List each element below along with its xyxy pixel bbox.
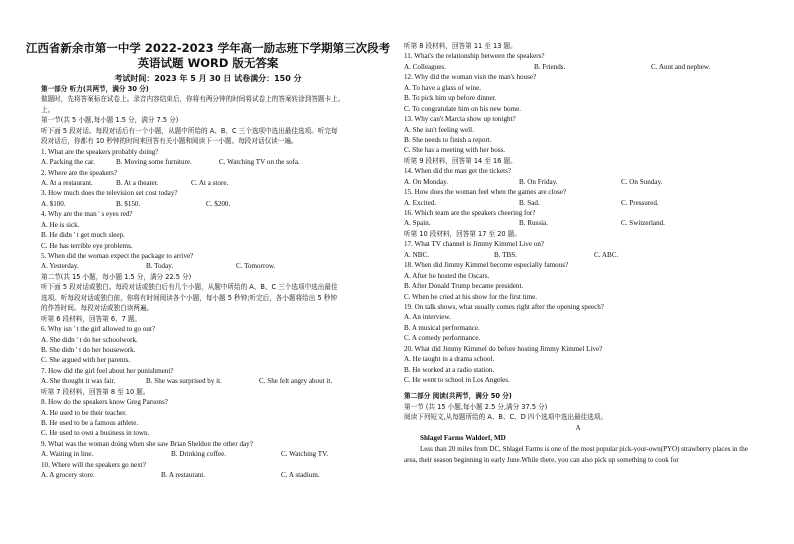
option-b: B. A musical performance. [404,323,480,332]
option-c: C. When he cried at his show for the first time. [404,292,538,301]
question: 1. What are the speakers probably doing? [41,147,159,156]
right-column [404,41,752,466]
option-b: B. Moving some furniture. [116,158,192,167]
section1-heading: 第一节(共 5 小题,每小题 1.5 分，满分 7.5 分) [41,116,179,125]
option-c: C. A comedy performance. [404,334,481,343]
option-a: A. To have a glass of wine. [404,83,481,92]
exam-info: 考试时间：2023 年 5 月 30 日 试卷满分：150 分 [114,74,302,83]
options-row [41,449,396,459]
option-c: C. At a store. [191,178,229,187]
options-row [404,218,752,228]
question: 10. Where will the speakers go next? [41,460,146,469]
option-a: A. $100. [41,199,66,208]
instruction-text: 的作答时间。每段对话或独白读两遍。 [41,304,154,313]
instruction-text: 做题时，先将答案标在试卷上。录音内容结束后，你将有两分钟的时间将试卷上的答案转涂到答题卡上。 [41,95,345,104]
part1-heading: 第一部分 听力(共两节，满分 30 分) [41,85,149,93]
options-row [41,261,396,271]
question: 14. When did the man get the tickets? [404,167,512,176]
option-a: A. She thought it was fair. [41,377,116,386]
question: 9. What was the woman doing when she saw Brian Sheldon the other day? [41,439,253,448]
option-a: A. On Monday. [404,177,449,186]
option-a: A. Yesterday. [41,262,79,271]
question: 16. Which team are the speakers cheering for? [404,209,536,217]
option-a: A. At a restaurant. [41,178,93,187]
option-c: C. He went to school in Los Angeles. [404,376,510,384]
option-c: C. Switzerland. [621,219,665,228]
section2-heading: 第二节(共 15 小题，每小题 1.5 分，满分 22.5 分) [41,272,192,281]
question: 6. Why isn ' t the girl allowed to go out? [41,325,156,334]
option-c: C. On Sunday. [621,177,663,186]
option-b: B. $150. [116,199,141,208]
options-row [404,198,752,208]
option-c: C. Aunt and nephew. [651,62,711,71]
question: 15. How does the woman feel when the games are close? [404,188,567,197]
question: 19. On talk shows, what usually comes right after the opening speech? [404,302,604,311]
question: 3. How much does the television set cost today? [41,189,178,198]
question: 4. Why are the man ' s eyes red? [41,210,133,219]
passage-text: Less than 20 miles from DC, Shlagel Farms is one of the most popular pick-your-own(PYO) strawberry places in the area, their season beginning in early June.While there, you can also pick up something to cook for [404,444,748,464]
option-c: C. To congratulate him on his new home. [404,104,521,113]
option-a: A. He is sick. [41,220,80,229]
options-row [41,376,396,386]
options-row [41,178,396,188]
option-b: B. He worked at a radio station. [404,365,495,374]
option-c: C. He has terrible eye problems. [41,241,133,250]
options-row [404,177,752,187]
option-b: B. Drinking coffee. [171,450,227,459]
option-a: A. A grocery store. [41,471,95,480]
option-a: A. Waiting in line. [41,450,94,459]
question: 11. What's the relationship between the speakers? [404,52,545,61]
option-c: C. Watching TV. [281,450,329,459]
question: 8. How do the speakers know Greg Parsons? [41,398,168,407]
option-c: C. Watching TV on the sofa. [219,158,300,167]
option-b: B. She didn ' t do her housework. [41,345,136,354]
options-row [41,470,396,480]
option-c: C. A stadium. [281,471,320,480]
option-b: B. A restaurant. [161,471,206,480]
exam-title-line2: 英语试题 WORD 版无答案 [137,56,279,70]
exam-title-line1: 江西省新余市第一中学 2022-2023 学年高一励志班下学期第三次段考 [25,41,391,55]
material-heading: 听第 9 段材料，回答第 14 至 16 题。 [404,156,517,165]
option-b: B. She was surprised by it. [146,377,222,386]
options-row [41,199,396,209]
question: 18. When did Jimmy Kimmel become especially famous? [404,261,569,270]
option-b: B. At a theater. [116,178,159,187]
option-c: C. She argued with her parents. [41,356,131,365]
instruction-text: 阅读下列短文,从每题所给的 A、B、C、D 四个选项中选出最佳选项。 [404,413,608,422]
question: 12. Why did the woman visit the man's house? [404,73,537,82]
option-c: C. He used to own a business in town. [41,429,150,438]
option-b: B. Today. [146,262,174,271]
instruction-text: 选项。听每段对话或独白前，你将有时间阅读各个小题，每小题 5 秒钟;听完后，各小题将给出 5 秒钟 [41,293,337,302]
left-column [41,84,396,481]
material-heading: 听第 10 段材料，回答第 17 至 20 题。 [404,229,521,238]
options-row [41,157,396,167]
passage-letter: A [575,423,581,432]
option-b: B. He used to be a famous athlete. [41,419,139,427]
option-a: A. Spain. [404,219,431,228]
option-a: A. He taught in a drama school. [404,355,495,364]
option-b: B. She needs to finish a report. [404,135,492,144]
option-b: B. After Donald Trump became president. [404,282,524,291]
option-a: A. Colleagues. [404,62,446,71]
part2-heading: 第二部分 阅读(共两节，满分 50 分) [404,392,512,401]
option-a: A. After he hosted the Oscars. [404,271,490,280]
option-a: A. Packing the car. [41,158,95,167]
option-a: A. Excited. [404,198,437,207]
option-c: C. Tomorrow. [236,262,276,271]
option-b: B. Sad. [519,198,540,207]
option-a: A. He used to be their teacher. [41,408,127,417]
question: 2. Where are the speakers? [41,168,118,177]
option-b: B. Friends. [534,62,566,71]
material-heading: 听第 7 段材料，回答第 8 至 10 题。 [41,387,150,396]
option-c: C. $200. [206,199,231,208]
option-c: C. She felt angry about it. [259,377,333,386]
option-b: B. To pick him up before dinner. [404,94,497,103]
material-heading: 听第 6 段材料，回答第 6、7 题。 [41,314,142,323]
options-row [404,62,752,72]
instruction-text: 上。 [41,105,55,114]
section-heading: 第一节 (共 15 小题,每小题 2.5 分,满分 37.5 分) [404,402,548,411]
question: 7. How did the girl feel about her punishment? [41,366,174,375]
option-b: B. Russia. [519,219,548,228]
question: 17. What TV channel is Jimmy Kimmel Live on? [404,240,545,249]
option-b: B. On Friday. [519,177,558,186]
farm-title: Shlagel Farms Waldorf, MD [420,434,506,443]
option-b: B. TBS. [494,250,517,259]
instruction-text: 听下面 5 段对话。每段对话后有一个小题，从题中所给的 A、B、C 三个选项中选出最佳选项。听完每 [41,126,338,135]
material-heading: 听第 8 段材料，回答第 11 至 13 题。 [404,42,517,50]
option-c: C. Pressured. [621,198,659,207]
option-a: A. She didn ' t do her schoolwork. [41,335,138,344]
instruction-text: 段对话后，你都有 10 秒钟的时间来回答有关小题和阅读下一小题。每段对话仅读一遍。 [41,137,298,146]
question: 13. Why can't Marcia show up tonight? [404,115,516,124]
instruction-text: 听下面 5 段对话或独白。每段对话或独白后有几个小题，从题中所给的 A、B、C 三个选项中选出最佳 [41,283,338,292]
option-c: C. ABC. [594,250,619,259]
option-a: A. NBC. [404,250,430,259]
option-c: C. She has a meeting with her boss. [404,146,506,155]
option-a: A. She isn't feeling well. [404,125,474,134]
question: 5. When did the woman expect the package to arrive? [41,252,194,260]
question: 20. What did Jimmy Kimmel do before hosting Jimmy Kimmel Live? [404,344,603,353]
option-a: A. An interview. [404,313,451,322]
option-b: B. He didn ' t get much sleep. [41,231,125,240]
options-row [404,250,752,260]
